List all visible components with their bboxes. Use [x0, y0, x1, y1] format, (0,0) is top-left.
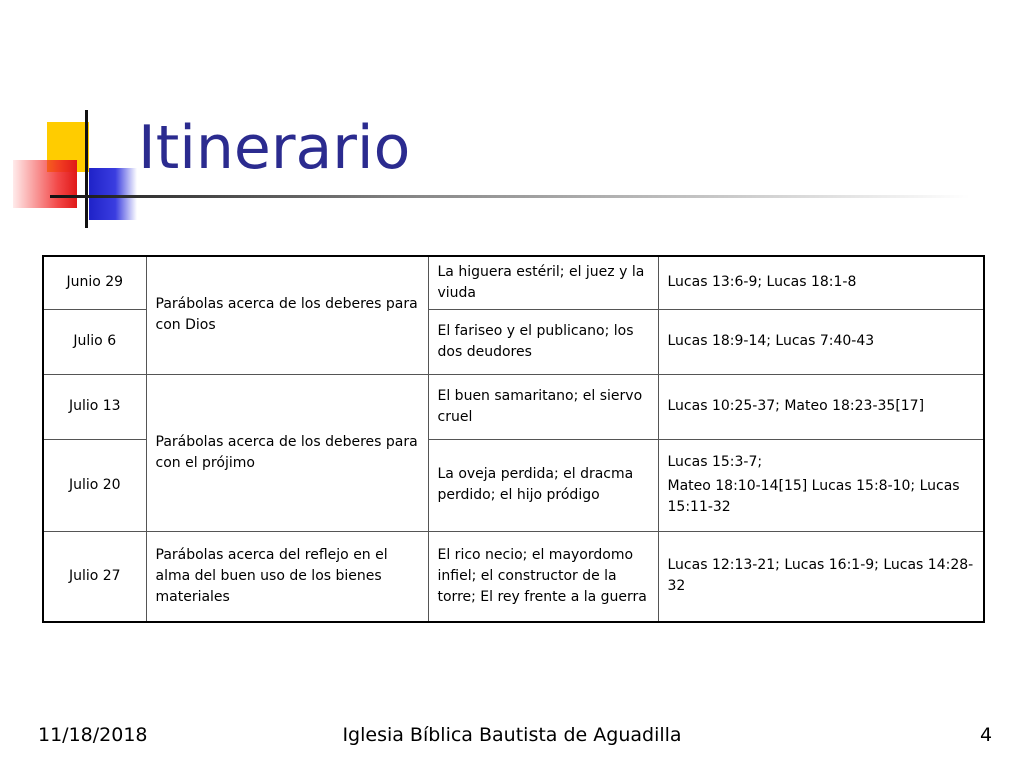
references-cell: Lucas 13:6-9; Lucas 18:1-8 [658, 256, 984, 309]
parables-cell: El fariseo y el publicano; los dos deudores [428, 309, 658, 374]
footer-date: 11/18/2018 [38, 724, 148, 746]
slide-number: 4 [980, 724, 993, 746]
itinerary-table [42, 255, 985, 623]
decor-blue-square [89, 168, 137, 220]
footer-organization: Iglesia Bíblica Bautista de Aguadilla [342, 724, 682, 746]
decor-vertical-line [85, 110, 88, 228]
references-cell: Lucas 18:9-14; Lucas 7:40-43 [658, 309, 984, 374]
references-cell: Lucas 10:25-37; Mateo 18:23-35[17] [658, 374, 984, 439]
parables-cell: La oveja perdida; el dracma perdido; el hijo pródigo [428, 439, 658, 531]
decor-horizontal-line [50, 195, 970, 198]
references-cell: Lucas 15:3-7; Mateo 18:10-14[15] Lucas 15:8-10; Lucas 15:11-32 [658, 439, 984, 531]
theme-cell: Parábolas acerca del reflejo en el alma del buen uso de los bienes materiales [146, 531, 428, 622]
decor-red-square [13, 160, 77, 208]
parables-cell: La higuera estéril; el juez y la viuda [428, 256, 658, 309]
date-cell: Julio 13 [43, 374, 146, 439]
date-cell: Junio 29 [43, 256, 146, 309]
theme-cell: Parábolas acerca de los deberes para con el prójimo [146, 374, 428, 531]
parables-cell: El buen samaritano; el siervo cruel [428, 374, 658, 439]
theme-cell: Parábolas acerca de los deberes para con Dios [146, 256, 428, 374]
table-row [43, 256, 984, 309]
table-row [43, 531, 984, 622]
parables-cell: El rico necio; el mayordomo infiel; el constructor de la torre; El rey frente a la guerra [428, 531, 658, 622]
references-cell: Lucas 12:13-21; Lucas 16:1-9; Lucas 14:28-32 [658, 531, 984, 622]
date-cell: Julio 20 [43, 439, 146, 531]
slide-title: Itinerario [138, 113, 411, 183]
date-cell: Julio 27 [43, 531, 146, 622]
date-cell: Julio 6 [43, 309, 146, 374]
table-row [43, 374, 984, 439]
